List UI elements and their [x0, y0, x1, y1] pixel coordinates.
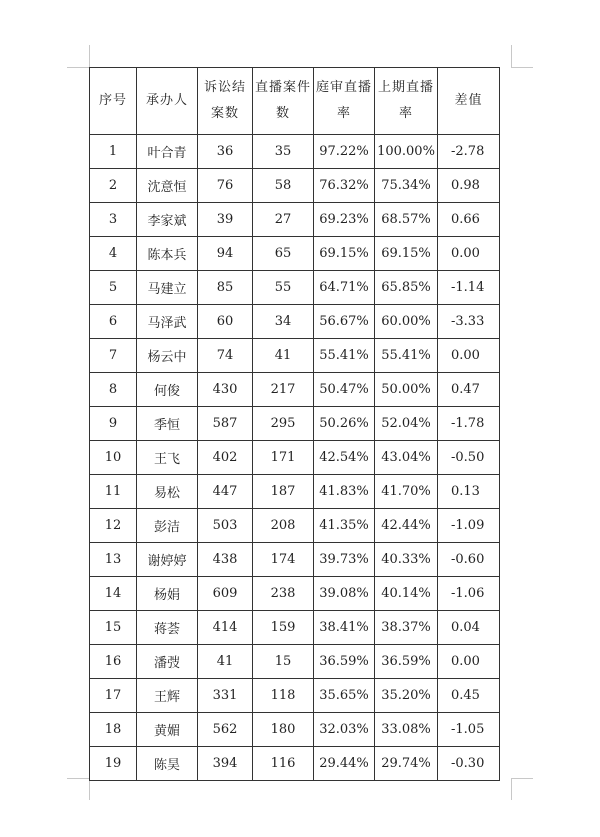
header-cell-difference: 差值 — [438, 68, 500, 135]
cell-index: 1 — [90, 135, 137, 169]
cell-closed-cases: 76 — [198, 169, 253, 203]
cell-difference: -1.09 — [438, 509, 500, 543]
table-row — [90, 305, 500, 339]
cell-closed-cases: 402 — [198, 441, 253, 475]
live-broadcast-rate-table — [89, 67, 500, 781]
cell-broadcast-cases: 187 — [253, 475, 314, 509]
table-row — [90, 577, 500, 611]
table-row — [90, 713, 500, 747]
cell-broadcast-cases: 171 — [253, 441, 314, 475]
cell-broadcast-cases: 217 — [253, 373, 314, 407]
table-row — [90, 679, 500, 713]
cell-previous-rate: 50.00% — [375, 373, 438, 407]
cell-broadcast-cases: 35 — [253, 135, 314, 169]
header-cell-closed-cases: 诉讼结案数 — [198, 68, 253, 135]
cell-closed-cases: 41 — [198, 645, 253, 679]
cell-difference: -1.06 — [438, 577, 500, 611]
cell-closed-cases: 562 — [198, 713, 253, 747]
cell-index: 10 — [90, 441, 137, 475]
cell-broadcast-cases: 208 — [253, 509, 314, 543]
cell-difference: -3.33 — [438, 305, 500, 339]
cell-difference: 0.04 — [438, 611, 500, 645]
table-row — [90, 339, 500, 373]
cell-broadcast-rate: 41.83% — [314, 475, 375, 509]
cell-previous-rate: 41.70% — [375, 475, 438, 509]
cell-previous-rate: 100.00% — [375, 135, 438, 169]
cell-previous-rate: 40.14% — [375, 577, 438, 611]
cell-closed-cases: 438 — [198, 543, 253, 577]
cell-handler: 马泽武 — [137, 305, 198, 339]
cell-difference: 0.00 — [438, 645, 500, 679]
cell-broadcast-rate: 50.26% — [314, 407, 375, 441]
cell-handler: 杨娟 — [137, 577, 198, 611]
cell-broadcast-rate: 32.03% — [314, 713, 375, 747]
cell-broadcast-rate: 50.47% — [314, 373, 375, 407]
cell-difference: -1.05 — [438, 713, 500, 747]
cell-index: 4 — [90, 237, 137, 271]
cell-broadcast-rate: 64.71% — [314, 271, 375, 305]
cell-broadcast-cases: 34 — [253, 305, 314, 339]
crop-mark — [511, 778, 533, 779]
cell-previous-rate: 29.74% — [375, 747, 438, 781]
cell-closed-cases: 39 — [198, 203, 253, 237]
table-row — [90, 543, 500, 577]
cell-handler: 彭洁 — [137, 509, 198, 543]
table-row — [90, 475, 500, 509]
cell-index: 19 — [90, 747, 137, 781]
cell-broadcast-cases: 174 — [253, 543, 314, 577]
cell-broadcast-cases: 118 — [253, 679, 314, 713]
cell-previous-rate: 68.57% — [375, 203, 438, 237]
cell-previous-rate: 38.37% — [375, 611, 438, 645]
table-header-row — [90, 68, 500, 135]
cell-broadcast-cases: 159 — [253, 611, 314, 645]
cell-difference: 0.13 — [438, 475, 500, 509]
cell-handler: 谢婷婷 — [137, 543, 198, 577]
cell-closed-cases: 609 — [198, 577, 253, 611]
crop-mark — [89, 45, 90, 67]
cell-broadcast-rate: 38.41% — [314, 611, 375, 645]
table-row — [90, 271, 500, 305]
cell-closed-cases: 60 — [198, 305, 253, 339]
cell-broadcast-rate: 55.41% — [314, 339, 375, 373]
cell-handler: 陈本兵 — [137, 237, 198, 271]
cell-index: 17 — [90, 679, 137, 713]
header-cell-index: 序号 — [90, 68, 137, 135]
cell-handler: 何俊 — [137, 373, 198, 407]
table-row — [90, 237, 500, 271]
crop-mark — [67, 778, 89, 779]
crop-mark — [89, 778, 90, 800]
header-cell-broadcast-rate: 庭审直播率 — [314, 68, 375, 135]
cell-broadcast-rate: 39.08% — [314, 577, 375, 611]
cell-broadcast-rate: 41.35% — [314, 509, 375, 543]
cell-difference: 0.45 — [438, 679, 500, 713]
cell-previous-rate: 75.34% — [375, 169, 438, 203]
cell-handler: 季恒 — [137, 407, 198, 441]
cell-broadcast-cases: 65 — [253, 237, 314, 271]
cell-broadcast-rate: 35.65% — [314, 679, 375, 713]
cell-previous-rate: 43.04% — [375, 441, 438, 475]
cell-index: 18 — [90, 713, 137, 747]
cell-handler: 李家斌 — [137, 203, 198, 237]
table-row — [90, 169, 500, 203]
cell-closed-cases: 414 — [198, 611, 253, 645]
cell-difference: 0.98 — [438, 169, 500, 203]
header-cell-broadcast-cases: 直播案件数 — [253, 68, 314, 135]
cell-broadcast-cases: 15 — [253, 645, 314, 679]
cell-difference: 0.00 — [438, 237, 500, 271]
cell-difference: -2.78 — [438, 135, 500, 169]
cell-previous-rate: 52.04% — [375, 407, 438, 441]
cell-difference: 0.47 — [438, 373, 500, 407]
cell-previous-rate: 65.85% — [375, 271, 438, 305]
cell-closed-cases: 85 — [198, 271, 253, 305]
table-row — [90, 509, 500, 543]
cell-broadcast-rate: 76.32% — [314, 169, 375, 203]
cell-handler: 黄媚 — [137, 713, 198, 747]
cell-handler: 易松 — [137, 475, 198, 509]
cell-handler: 叶合青 — [137, 135, 198, 169]
cell-difference: 0.00 — [438, 339, 500, 373]
cell-broadcast-cases: 27 — [253, 203, 314, 237]
cell-closed-cases: 587 — [198, 407, 253, 441]
cell-difference: -1.78 — [438, 407, 500, 441]
cell-closed-cases: 74 — [198, 339, 253, 373]
cell-closed-cases: 331 — [198, 679, 253, 713]
cell-index: 5 — [90, 271, 137, 305]
cell-closed-cases: 447 — [198, 475, 253, 509]
cell-index: 8 — [90, 373, 137, 407]
table-row — [90, 135, 500, 169]
cell-broadcast-rate: 56.67% — [314, 305, 375, 339]
cell-previous-rate: 55.41% — [375, 339, 438, 373]
table-row — [90, 441, 500, 475]
cell-broadcast-cases: 41 — [253, 339, 314, 373]
cell-closed-cases: 94 — [198, 237, 253, 271]
table-row — [90, 747, 500, 781]
table-row — [90, 203, 500, 237]
cell-previous-rate: 42.44% — [375, 509, 438, 543]
cell-handler: 蒋荟 — [137, 611, 198, 645]
cell-difference: 0.66 — [438, 203, 500, 237]
cell-handler: 马建立 — [137, 271, 198, 305]
cell-previous-rate: 69.15% — [375, 237, 438, 271]
cell-broadcast-cases: 238 — [253, 577, 314, 611]
cell-index: 7 — [90, 339, 137, 373]
crop-mark — [511, 778, 512, 800]
cell-handler: 潘弢 — [137, 645, 198, 679]
cell-closed-cases: 394 — [198, 747, 253, 781]
cell-index: 9 — [90, 407, 137, 441]
cell-handler: 王飞 — [137, 441, 198, 475]
cell-index: 6 — [90, 305, 137, 339]
cell-broadcast-rate: 69.23% — [314, 203, 375, 237]
cell-previous-rate: 40.33% — [375, 543, 438, 577]
cell-handler: 王辉 — [137, 679, 198, 713]
cell-handler: 杨云中 — [137, 339, 198, 373]
cell-broadcast-rate: 97.22% — [314, 135, 375, 169]
cell-index: 13 — [90, 543, 137, 577]
cell-handler: 沈意恒 — [137, 169, 198, 203]
header-cell-handler: 承办人 — [137, 68, 198, 135]
cell-handler: 陈昊 — [137, 747, 198, 781]
cell-previous-rate: 60.00% — [375, 305, 438, 339]
cell-broadcast-cases: 116 — [253, 747, 314, 781]
cell-broadcast-cases: 295 — [253, 407, 314, 441]
cell-difference: -0.50 — [438, 441, 500, 475]
table-row — [90, 645, 500, 679]
cell-difference: -0.60 — [438, 543, 500, 577]
table-row — [90, 611, 500, 645]
cell-index: 15 — [90, 611, 137, 645]
cell-index: 11 — [90, 475, 137, 509]
cell-broadcast-cases: 55 — [253, 271, 314, 305]
table-row — [90, 407, 500, 441]
cell-closed-cases: 503 — [198, 509, 253, 543]
table-row — [90, 373, 500, 407]
cell-index: 3 — [90, 203, 137, 237]
cell-broadcast-rate: 29.44% — [314, 747, 375, 781]
cell-previous-rate: 35.20% — [375, 679, 438, 713]
cell-previous-rate: 36.59% — [375, 645, 438, 679]
cell-previous-rate: 33.08% — [375, 713, 438, 747]
cell-broadcast-rate: 69.15% — [314, 237, 375, 271]
crop-mark — [511, 45, 512, 67]
cell-broadcast-cases: 58 — [253, 169, 314, 203]
cell-index: 14 — [90, 577, 137, 611]
cell-index: 16 — [90, 645, 137, 679]
cell-closed-cases: 430 — [198, 373, 253, 407]
cell-broadcast-rate: 42.54% — [314, 441, 375, 475]
cell-closed-cases: 36 — [198, 135, 253, 169]
crop-mark — [511, 67, 533, 68]
cell-index: 2 — [90, 169, 137, 203]
cell-broadcast-rate: 39.73% — [314, 543, 375, 577]
cell-difference: -0.30 — [438, 747, 500, 781]
cell-broadcast-cases: 180 — [253, 713, 314, 747]
cell-index: 12 — [90, 509, 137, 543]
cell-difference: -1.14 — [438, 271, 500, 305]
cell-broadcast-rate: 36.59% — [314, 645, 375, 679]
crop-mark — [67, 67, 89, 68]
header-cell-previous-rate: 上期直播率 — [375, 68, 438, 135]
